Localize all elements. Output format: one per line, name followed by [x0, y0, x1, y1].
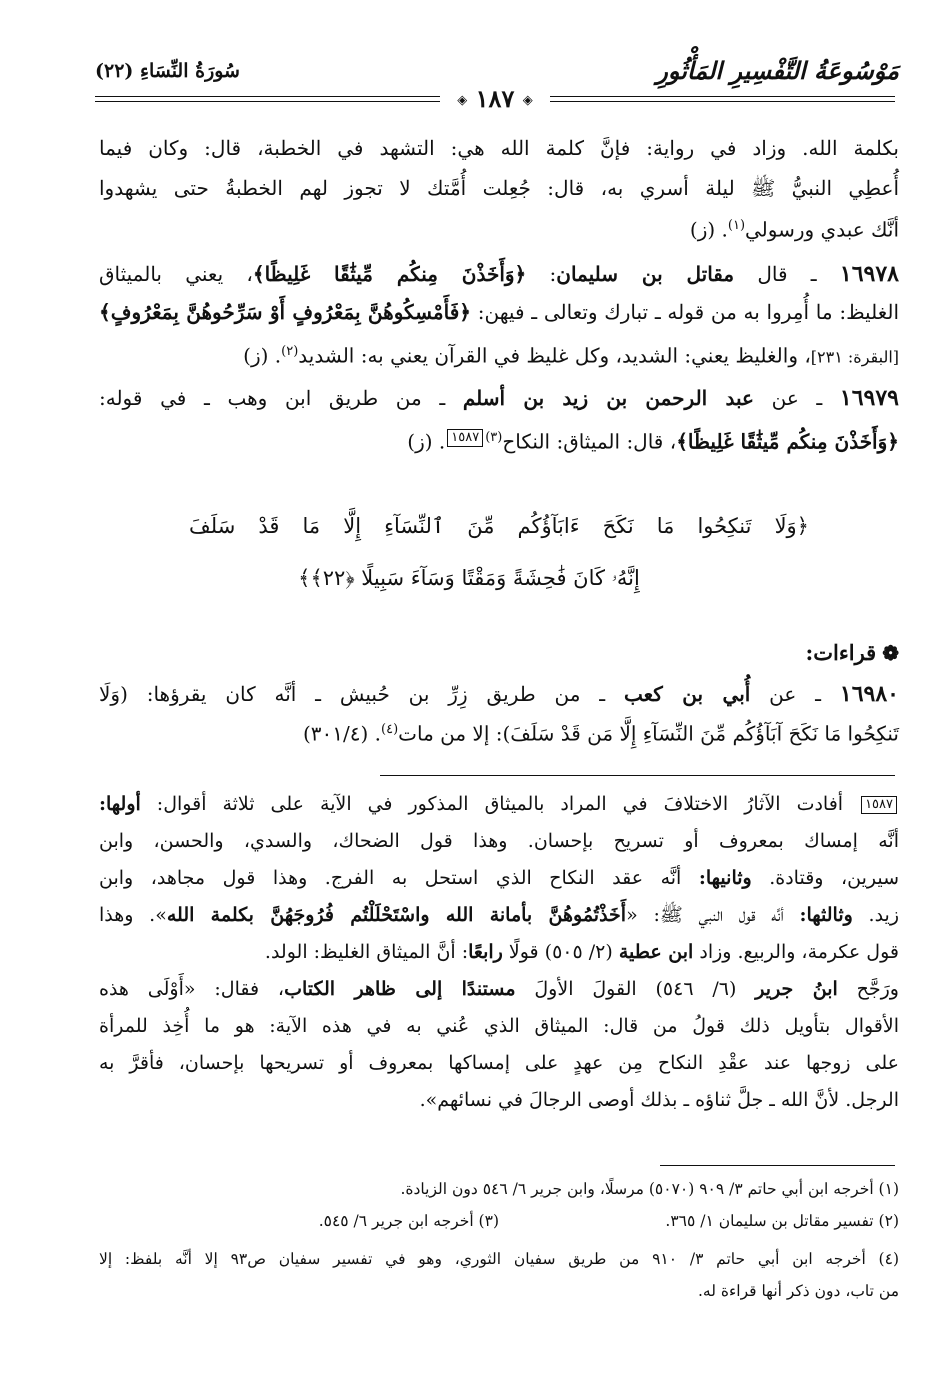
text-run: ». وهذا [99, 904, 167, 926]
text-line [99, 712, 899, 752]
text-run: ـ عن [753, 386, 840, 410]
text-run: (٦/ ٥٤٦) القولَ الأولَ [515, 978, 756, 1000]
note-line [99, 971, 899, 1008]
text-run: ـ من طريق زِرِّ بن حُبيش ـ أنَّه كان يقرؤها: (وَلَا [99, 682, 625, 706]
narrator-name: أُبي بن كعب [624, 682, 751, 706]
athar-number: ١٦٩٧٩ [839, 385, 899, 411]
athar-16978-line [99, 256, 899, 292]
text-line: بكلمة الله. وزاد في رواية: فإنَّ كلمة الله هي: التشهد في الخطبة، قال: وكان فيما [99, 136, 899, 160]
footnote-ref: (٤) [381, 722, 399, 737]
text-run: تَنكِحُوا مَا نَكَحَ آبَآؤُكُم مِّنَ النِّسَآءِ إِلَّا مَن قَدْ سَلَفَ): إلا من مات [398, 721, 899, 746]
footnote-ref: (٢) [281, 344, 299, 359]
note-line: على زوجها عند عقْدِ النكاح مِن عهدٍ على إمساكها بمعروف أو تسريحها بإحسان، فأقرَّ به [99, 1052, 899, 1074]
note-line: الرجل. لأنَّ الله ـ جلَّ ثناؤه ـ بذلك أوصى الرجالَ في نسائهم». [419, 1089, 899, 1111]
narrator-name: مقاتل بن سليمان [556, 262, 735, 286]
text-run: . (ز) [407, 429, 446, 454]
text-run: . (٣٠١/٤) [302, 721, 381, 746]
text-run: ـ عن [750, 682, 840, 706]
verse-line-1: ﴿وَلَا تَنكِحُوا مَا نَكَحَ ءَابَآؤُكُم مِّنَ ٱلنِّسَآءِ إِلَّا مَا قَدْ سَلَفَ [189, 514, 809, 538]
text-run: سيرين، وقتادة. [751, 867, 899, 889]
text-run: وثالثها: [799, 904, 853, 926]
text-run: . (ز) [689, 217, 728, 242]
text-line [99, 334, 899, 376]
text-line: أُعطِي النبيُّ ﷺ ليلة أسري به، قال: جُعِلت أُمَّتك لا تجوز لهم الخطبةُ حتى يشهدوا [99, 176, 899, 200]
athar-number: ١٦٩٧٨ [839, 261, 899, 287]
text-line [99, 420, 899, 460]
text-run: مستندًا إلى ظاهر الكتاب [284, 978, 516, 1000]
text-run: قول عكرمة، والربيع. وزاد [693, 941, 899, 963]
page-number-value: ١٨٧ [475, 84, 515, 113]
text-run: ورَجَّح [837, 978, 899, 1000]
text-run: أنَّك عبدي ورسولي [745, 217, 899, 242]
text-run: ابنُ جرير [755, 978, 838, 1000]
athar-16980-line [99, 676, 899, 712]
quran-quote: ﴿وَأَخَذْنَ مِنكُم مِّيثَٰقًا غَلِيظًا﴾ [676, 429, 899, 454]
text-run: ، قال: الميثاق: النكاح [502, 429, 677, 454]
narrator-name: عبد الرحمن بن زيد بن أسلم [462, 386, 754, 410]
page-number [440, 84, 550, 113]
footnote-2: (٢) تفسير مقاتل بن سليمان ١/ ٣٦٥. [665, 1212, 899, 1230]
athar-16979-line [99, 380, 899, 416]
text-run: ابن عطية [618, 941, 694, 963]
footnote-ref: (١) [727, 218, 746, 233]
footnote-3: (٣) أخرجه ابن جرير ٦/ ٥٤٥. [318, 1212, 499, 1230]
text-run: رابعًا [468, 941, 503, 963]
text-run: أفادت الآثارُ الاختلافَ في المراد بالميثاق المذكور في الآية على ثلاثة أقوال: [140, 793, 860, 815]
heading-text: قراءات: [805, 640, 877, 665]
note-line: الأقوال بتأويل ذلك قولُ من قال: الميثاق الذي عُني به في هذه الآية: هو ما أُخِذ للمرأة [99, 1015, 899, 1037]
text-run: أنَّه عقد النكاح الذي استحل به الفرج. وهذا قول مجاهد، وابن [99, 867, 699, 889]
quran-quote: ﴿فَأَمْسِكُوهُنَّ بِمَعْرُوفٍ أَوْ سَرِّحُوهُنَّ بِمَعْرُوفٍ﴾ [99, 300, 472, 324]
note-line [99, 860, 899, 897]
text-run: أنَّه قول النبي ﷺ: « [626, 904, 800, 926]
text-run: زيد. [852, 904, 900, 926]
quran-quote: ﴿وَأَخَذْنَ مِنكُم مِّيثَٰقًا غَلِيظًا﴾ [252, 262, 527, 286]
commentary-ref-box[interactable]: ١٥٨٧ [447, 429, 483, 447]
text-run: : [526, 262, 557, 286]
footnote-4-cont: من تاب، دون ذكر أنها قراءة له. [697, 1282, 899, 1300]
note-line [99, 934, 899, 971]
text-line [99, 208, 899, 248]
section-heading-qiraat [806, 640, 899, 665]
running-head-book-title: مَوْسُوعَةُ التَّفْسِيرِ المَأْثُورِ [656, 56, 899, 85]
text-run: ، يعني بالميثاق [99, 262, 253, 286]
note-separator [380, 775, 895, 776]
footnote-ref: (٣) [485, 430, 503, 445]
text-run: (٢/ ٥٠٥) قولًا [502, 941, 619, 963]
ornament-icon: ◈ [457, 93, 468, 108]
text-run: ـ قال [734, 262, 840, 286]
surah-reference: [البقرة: ٢٣١] [810, 347, 899, 367]
running-head-surah: سُورَةُ النِّسَاءِ (٢٢) [95, 60, 240, 82]
footnote-1: (١) أخرجه ابن أبي حاتم ٣/ ٩٠٩ (٥٠٧٠) مرسلًا، وابن جرير ٦/ ٥٤٦ دون الزيادة. [400, 1180, 899, 1198]
text-run: الغليظ: ما أُمِروا به من قوله ـ تبارك وتعالى ـ فيهن: [471, 300, 900, 324]
hadith-quote: أَخَذْتُمُوهُنَّ بأمانة الله واسْتَحْلَلْتُم فُرُوجَهُنَّ بكلمة الله [166, 904, 627, 926]
note-line: أنَّه إمساك بمعروف أو تسريح بإحسان. وهذا قول الضحاك، والسدي، والحسن، وابن [99, 830, 899, 852]
verse-line-2: إِنَّهُۥ كَانَ فَٰحِشَةً وَمَقْتًا وَسَآءَ سَبِيلًا ﴿٢٢﴾﴾ [298, 566, 640, 590]
ornament-icon: ◈ [522, 93, 533, 108]
note-number-box: ١٥٨٧ [861, 796, 897, 814]
athar-number: ١٦٩٨٠ [839, 681, 899, 707]
footnote-separator [660, 1165, 895, 1166]
text-run: ، والغليظ يعني: الشديد، وكل غليظ في القرآن يعني به: الشديد [298, 343, 811, 368]
text-run: وثانيها: [698, 867, 752, 889]
text-run: : أنَّ الميثاق الغليظ: الولد. [264, 941, 469, 963]
text-run: ، فقال: «أَوْلَى هذه [99, 978, 285, 1000]
footnote-4: (٤) أخرجه ابن أبي حاتم ٣/ ٩١٠ من طريق سفيان الثوري، وهو في تفسير سفيان ص٩٣ إلا أنَّه بلفظ: إلا [99, 1250, 899, 1268]
text-run: ـ من طريق ابن وهب ـ في قوله: [99, 386, 463, 410]
note-line [99, 786, 899, 823]
text-run: . (ز) [243, 343, 282, 368]
text-line [99, 294, 899, 330]
note-line [99, 897, 899, 934]
text-run: أولها: [99, 793, 141, 815]
flower-icon: ❁ [882, 641, 899, 665]
